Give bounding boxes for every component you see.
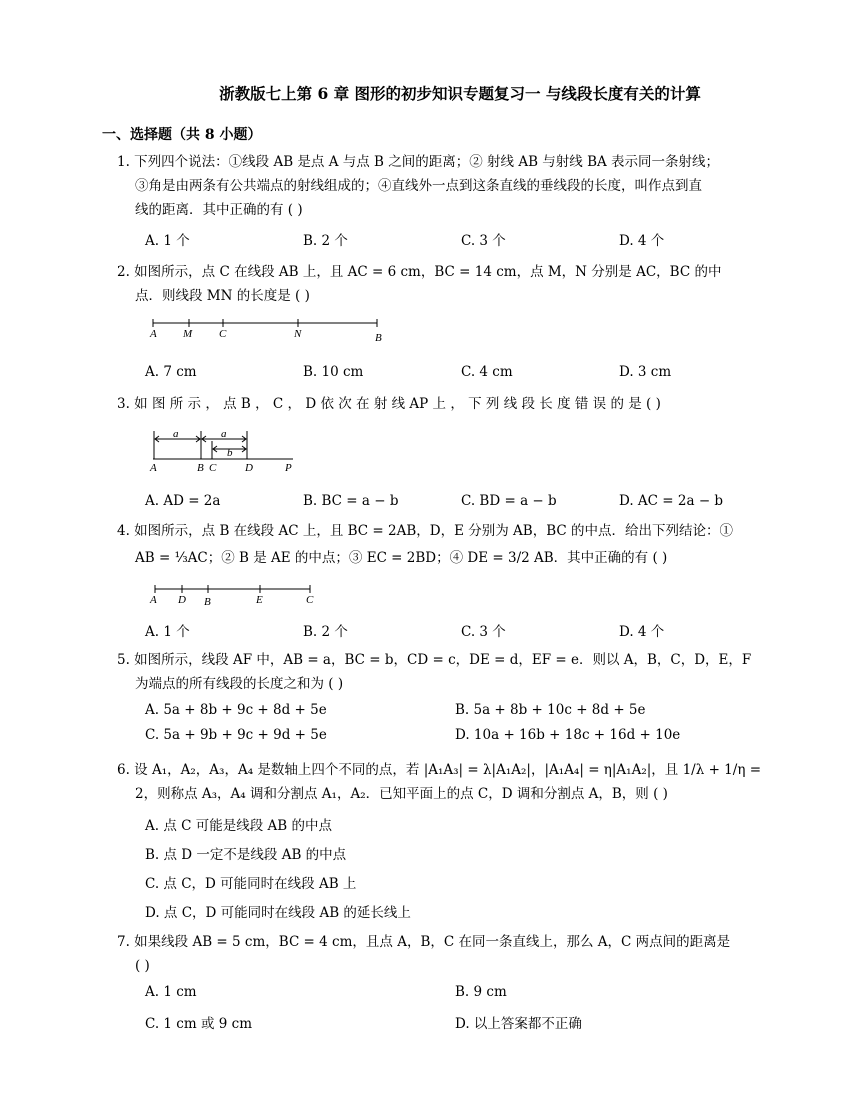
question-6-options <box>145 812 411 928</box>
label-c: C <box>306 594 314 606</box>
option-d[interactable]: D. 4 个 <box>619 233 665 249</box>
question-6 <box>117 758 761 806</box>
label-a-length: a <box>173 428 179 440</box>
option-a[interactable]: A. 点 C 可能是线段 AB 的中点 <box>145 818 332 834</box>
option-a[interactable]: A. AD = 2a <box>145 493 221 509</box>
label-b: B <box>375 332 382 344</box>
question-3-figure <box>145 425 305 475</box>
question-1-line-1: 1. 下列四个说法：①线段 AB 是点 A 与点 B 之间的距离；② 射线 AB 与射线 BA 表示同一条射线； <box>117 154 720 170</box>
label-p: P <box>285 462 292 474</box>
option-d[interactable]: D. 点 C，D 可能同时在线段 AB 的延长线上 <box>145 905 411 921</box>
label-e: E <box>256 594 263 606</box>
label-b: B <box>204 596 211 607</box>
question-3 <box>117 392 661 416</box>
question-5-options-row-1 <box>145 702 765 718</box>
question-4-line-2: AB = ⅓AC；② B 是 AE 的中点；③ EC = 2BD；④ DE = 3/2 AB．其中正确的有 ( ) <box>135 550 668 566</box>
question-2-line-2: 点．则线段 MN 的长度是 ( ) <box>135 288 310 304</box>
option-b[interactable]: B. 9 cm <box>455 984 507 1000</box>
label-a: A <box>150 594 157 606</box>
label-a-length: a <box>221 428 227 440</box>
option-a[interactable]: A. 7 cm <box>145 364 197 380</box>
option-c[interactable]: C. 点 C，D 可能同时在线段 AB 上 <box>145 876 357 892</box>
label-c: C <box>219 328 227 340</box>
question-1-options <box>145 229 705 249</box>
option-c[interactable]: C. 5a + 9b + 9c + 9d + 5e <box>145 727 327 743</box>
question-5-line-1: 5. 如图所示，线段 AF 中，AB = a，BC = b，CD = c，DE = d，EF = e．则以 A，B，C，D，E，F <box>117 652 752 668</box>
option-c[interactable]: C. BD = a − b <box>461 493 557 509</box>
option-b[interactable]: B. 2 个 <box>303 624 348 640</box>
question-7-line-2: ( ) <box>135 958 150 974</box>
question-1 <box>117 150 719 222</box>
question-5 <box>117 648 751 696</box>
option-d[interactable]: D. 10a + 16b + 18c + 16d + 10e <box>455 727 681 743</box>
option-b[interactable]: B. 点 D 一定不是线段 AB 的中点 <box>145 847 347 863</box>
question-2-options <box>145 364 705 380</box>
question-7 <box>117 930 730 978</box>
question-3-line-1: 3. 如 图 所 示 ， 点 B ， C ， D 依 次 在 射 线 AP 上 ， 下 列 线 段 长 度 错 误 的 是 ( ) <box>117 396 661 412</box>
question-6-line-1: 6. 设 A₁，A₂，A₃，A₄ 是数轴上四个不同的点，若 |A₁A₃| = λ|A₁A₂|，|A₁A₄| = η|A₁A₂|，且 1/λ + 1/η = <box>117 762 762 778</box>
label-b-length: b <box>227 447 233 459</box>
option-a[interactable]: A. 1 个 <box>145 233 190 249</box>
option-c[interactable]: C. 3 个 <box>461 624 506 640</box>
option-a[interactable]: A. 1 个 <box>145 624 190 640</box>
document-title: 浙教版七上第 6 章 图形的初步知识专题复习一 与线段长度有关的计算 <box>219 84 701 103</box>
question-2 <box>117 260 721 308</box>
question-4 <box>117 519 733 573</box>
question-5-line-2: 为端点的所有线段的长度之和为 ( ) <box>135 676 344 692</box>
option-d[interactable]: D. AC = 2a − b <box>619 493 724 509</box>
question-1-line-3: 线的距离．其中正确的有 ( ) <box>135 202 303 218</box>
label-d: D <box>245 462 253 474</box>
question-4-line-1: 4. 如图所示，点 B 在线段 AC 上，且 BC = 2AB，D，E 分别为 AB，BC 的中点．给出下列结论：① <box>117 523 734 539</box>
question-4-figure <box>145 583 325 607</box>
label-n: N <box>294 328 302 340</box>
option-c[interactable]: C. 1 cm 或 9 cm <box>145 1016 252 1032</box>
label-d: D <box>178 594 186 606</box>
question-5-options-row-2 <box>145 727 765 743</box>
question-7-line-1: 7. 如果线段 AB = 5 cm，BC = 4 cm，且点 A，B，C 在同一条直线上，那么 A，C 两点间的距离是 <box>117 934 731 950</box>
option-d[interactable]: D. 3 cm <box>619 364 672 380</box>
option-b[interactable]: B. 5a + 8b + 10c + 8d + 5e <box>455 702 646 718</box>
question-3-options <box>145 493 724 509</box>
option-b[interactable]: B. BC = a − b <box>303 493 399 509</box>
option-d[interactable]: D. 以上答案都不正确 <box>455 1016 582 1032</box>
question-4-options <box>145 620 705 640</box>
option-b[interactable]: B. 10 cm <box>303 364 364 380</box>
label-a: A <box>150 462 157 474</box>
question-2-line-1: 2. 如图所示，点 C 在线段 AB 上，且 AC = 6 cm，BC = 14 cm，点 M，N 分别是 AC，BC 的中 <box>117 264 722 280</box>
label-a: A <box>150 328 157 340</box>
question-7-options-row-1 <box>145 984 765 1000</box>
question-7-options-row-2 <box>145 1012 765 1032</box>
label-b: B <box>197 462 204 474</box>
option-c[interactable]: C. 4 cm <box>461 364 513 380</box>
option-a[interactable]: A. 1 cm <box>145 984 197 1000</box>
label-c: C <box>209 462 217 474</box>
question-2-figure <box>145 315 395 345</box>
option-b[interactable]: B. 2 个 <box>303 233 348 249</box>
question-1-line-2: ③角是由两条有公共端点的射线组成的；④直线外一点到这条直线的垂线段的长度，叫作点到直 <box>135 178 702 194</box>
option-a[interactable]: A. 5a + 8b + 9c + 8d + 5e <box>145 702 327 718</box>
label-m: M <box>183 328 193 340</box>
section-heading: 一、选择题（共 8 小题） <box>102 127 262 143</box>
question-6-line-2: 2，则称点 A₃，A₄ 调和分割点 A₁，A₂．已知平面上的点 C，D 调和分割点 A，B，则 ( ) <box>135 786 668 802</box>
option-c[interactable]: C. 3 个 <box>461 233 506 249</box>
option-d[interactable]: D. 4 个 <box>619 624 665 640</box>
